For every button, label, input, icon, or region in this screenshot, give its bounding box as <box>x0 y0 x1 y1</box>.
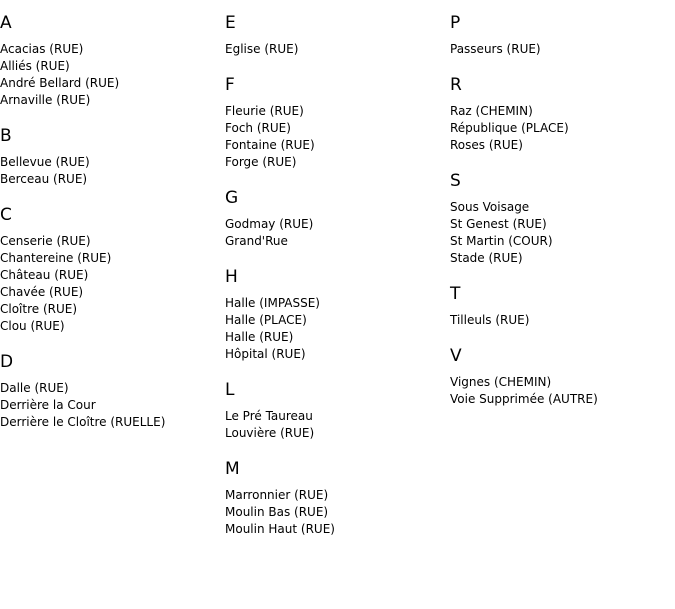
street-link[interactable]: Acacias (RUE) <box>0 42 84 56</box>
street-link[interactable]: Berceau (RUE) <box>0 172 88 186</box>
letter-group <box>0 354 225 431</box>
street-link[interactable]: Vignes (CHEMIN) <box>450 375 552 389</box>
street-index-column <box>0 0 225 450</box>
section-letter-heading: B <box>0 126 12 146</box>
street-link[interactable]: Moulin Haut (RUE) <box>225 522 335 536</box>
section-letter-heading: R <box>450 75 462 95</box>
letter-group <box>450 286 675 329</box>
street-index-column <box>450 0 675 427</box>
street-link[interactable]: Louvière (RUE) <box>225 426 315 440</box>
street-link[interactable]: Foch (RUE) <box>225 121 291 135</box>
street-link[interactable]: Arnaville (RUE) <box>0 93 91 107</box>
letter-group <box>450 173 675 267</box>
street-link[interactable]: Stade (RUE) <box>450 251 523 265</box>
street-link[interactable]: Sous Voisage <box>450 200 530 214</box>
street-link[interactable]: Halle (PLACE) <box>225 313 307 327</box>
street-index-column <box>225 0 450 557</box>
section-letter-heading: V <box>450 346 462 366</box>
street-link[interactable]: Halle (IMPASSE) <box>225 296 320 310</box>
section-letter-heading: T <box>450 284 461 304</box>
letter-group <box>450 348 675 408</box>
street-link[interactable]: Censerie (RUE) <box>0 234 91 248</box>
letter-group <box>225 77 450 171</box>
street-link[interactable]: Fleurie (RUE) <box>225 104 304 118</box>
letter-group <box>0 128 225 188</box>
street-link[interactable]: Forge (RUE) <box>225 155 297 169</box>
street-link[interactable]: Moulin Bas (RUE) <box>225 505 329 519</box>
street-link[interactable]: Derrière la Cour <box>0 398 96 412</box>
section-letter-heading: H <box>225 267 238 287</box>
street-link[interactable]: St Martin (COUR) <box>450 234 553 248</box>
section-letter-heading: F <box>225 75 235 95</box>
street-link[interactable]: St Genest (RUE) <box>450 217 547 231</box>
street-link[interactable]: Fontaine (RUE) <box>225 138 315 152</box>
letter-group <box>0 15 225 109</box>
street-link[interactable]: Bellevue (RUE) <box>0 155 90 169</box>
section-letter-heading: S <box>450 171 461 191</box>
street-link[interactable]: Château (RUE) <box>0 268 89 282</box>
letter-group <box>225 15 450 58</box>
letter-group <box>225 190 450 250</box>
section-letter-heading: C <box>0 205 12 225</box>
letter-group <box>225 382 450 442</box>
street-link[interactable]: Derrière le Cloître (RUELLE) <box>0 415 166 429</box>
street-link[interactable]: Roses (RUE) <box>450 138 523 152</box>
street-link[interactable]: Raz (CHEMIN) <box>450 104 533 118</box>
street-link[interactable]: Dalle (RUE) <box>0 381 69 395</box>
street-link[interactable]: Marronnier (RUE) <box>225 488 329 502</box>
street-link[interactable]: Chantereine (RUE) <box>0 251 112 265</box>
letter-group <box>450 77 675 154</box>
section-letter-heading: P <box>450 13 461 33</box>
letter-group <box>225 269 450 363</box>
street-link[interactable]: Clou (RUE) <box>0 319 65 333</box>
letter-group <box>225 461 450 538</box>
street-link[interactable]: Eglise (RUE) <box>225 42 299 56</box>
street-link[interactable]: Chavée (RUE) <box>0 285 84 299</box>
section-letter-heading: L <box>225 380 235 400</box>
street-link[interactable]: Cloître (RUE) <box>0 302 78 316</box>
section-letter-heading: A <box>0 13 12 33</box>
street-link[interactable]: André Bellard (RUE) <box>0 76 120 90</box>
street-link[interactable]: Alliés (RUE) <box>0 59 70 73</box>
street-link[interactable]: Halle (RUE) <box>225 330 294 344</box>
street-link[interactable]: Godmay (RUE) <box>225 217 314 231</box>
street-link[interactable]: Le Pré Taureau <box>225 409 313 423</box>
street-link[interactable]: Grand'Rue <box>225 234 288 248</box>
section-letter-heading: D <box>0 352 14 372</box>
street-link[interactable]: Passeurs (RUE) <box>450 42 541 56</box>
section-letter-heading: M <box>225 459 240 479</box>
street-link[interactable]: Voie Supprimée (AUTRE) <box>450 392 598 406</box>
letter-group <box>0 207 225 335</box>
street-link[interactable]: République (PLACE) <box>450 121 569 135</box>
street-link[interactable]: Tilleuls (RUE) <box>450 313 530 327</box>
section-letter-heading: E <box>225 13 236 33</box>
street-link[interactable]: Hôpital (RUE) <box>225 347 306 361</box>
letter-group <box>450 15 675 58</box>
section-letter-heading: G <box>225 188 239 208</box>
